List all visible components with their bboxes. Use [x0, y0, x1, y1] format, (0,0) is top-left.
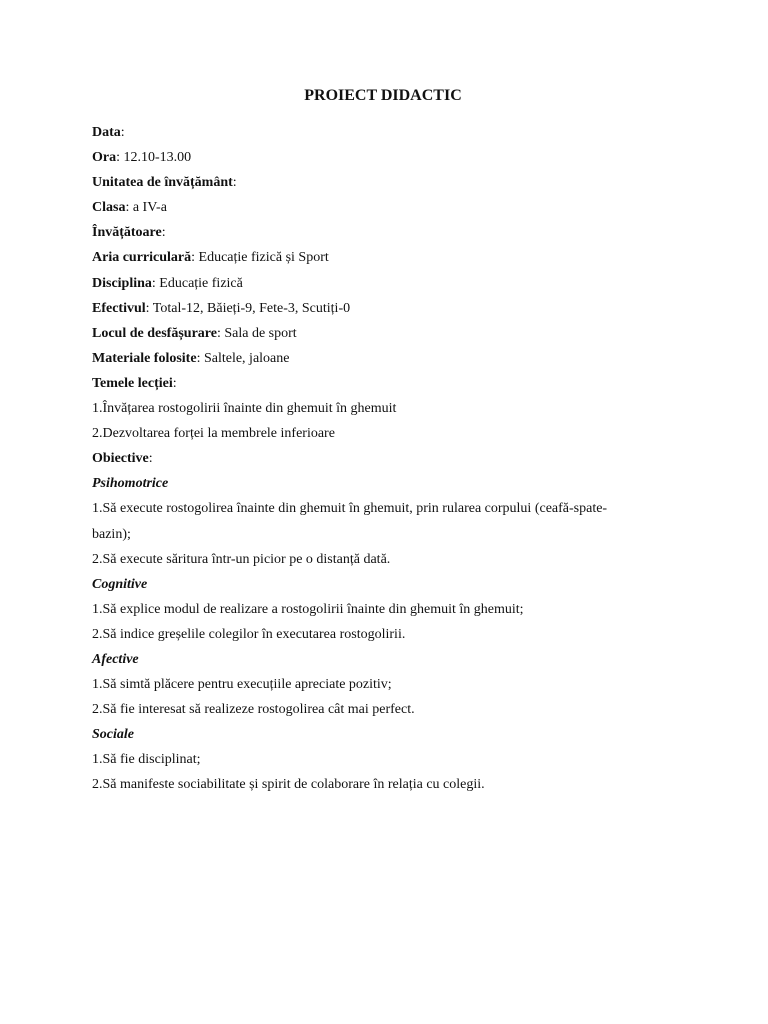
- field-label: Unitatea de învățământ: [92, 175, 233, 191]
- field-value: a IV-a: [129, 200, 167, 216]
- field-invatatoare: [92, 220, 682, 245]
- objective-item: 1.Să execute rostogolirea înainte din ghemuit în ghemuit, prin rularea corpului (ceafă-spate-: [92, 501, 608, 517]
- field-value: 12.10-13.00: [120, 150, 192, 166]
- field-clasa: [92, 195, 682, 220]
- field-value: Educație fizică: [155, 275, 243, 291]
- document-title: PROIECT DIDACTIC: [304, 87, 462, 104]
- objective-item: 2.Să manifeste sociabilitate și spirit de colaborare în relația cu colegii.: [92, 777, 485, 793]
- section-heading-sociale: Sociale: [92, 727, 134, 743]
- objective-item: 1.Să fie disciplinat;: [92, 752, 201, 768]
- field-label: Obiective: [92, 451, 149, 467]
- field-aria: [92, 245, 682, 270]
- field-label: Aria curriculară: [92, 250, 192, 266]
- field-colon: :: [191, 250, 196, 266]
- field-materiale: [92, 346, 682, 371]
- tema-item: 2.Dezvoltarea forței la membrele inferioare: [92, 426, 335, 442]
- field-efectivul: [92, 296, 682, 321]
- objective-item: 1.Să explice modul de realizare a rostogolirii înainte din ghemuit în ghemuit;: [92, 601, 524, 617]
- field-label: Învățătoare: [92, 225, 162, 241]
- section-heading-psihomotrice: Psihomotrice: [92, 476, 169, 492]
- objective-item: 1.Să simtă plăcere pentru execuțiile apreciate pozitiv;: [92, 677, 392, 693]
- field-label: Temele lecției: [92, 375, 173, 391]
- field-obiective: [92, 446, 682, 471]
- field-ora: [92, 145, 682, 170]
- tema-item: 1.Învățarea rostogolirii înainte din ghemuit în ghemuit: [92, 401, 397, 417]
- field-label: Data: [92, 125, 121, 140]
- field-colon: :: [125, 200, 130, 216]
- field-colon: :: [232, 175, 237, 191]
- field-value: Sala de sport: [220, 325, 297, 341]
- field-colon: :: [172, 375, 177, 391]
- section-heading-afective: Afective: [92, 651, 139, 667]
- field-label: Efectivul: [92, 300, 146, 316]
- section-heading-cognitive: Cognitive: [92, 576, 148, 592]
- field-label: Locul de desfășurare: [92, 325, 217, 341]
- field-data: [92, 120, 682, 145]
- field-temele: [92, 371, 682, 396]
- field-value: Total-12, Băieți-9, Fete-3, Scutiți-0: [149, 300, 351, 316]
- field-value: Saltele, jaloane: [200, 350, 290, 366]
- field-colon: :: [216, 325, 221, 341]
- field-label: Clasa: [92, 200, 126, 216]
- field-disciplina: [92, 271, 682, 296]
- field-label: Ora: [92, 150, 117, 166]
- field-colon: :: [151, 275, 156, 291]
- field-locul: [92, 321, 682, 346]
- objective-item: 2.Să fie interesat să realizeze rostogolirea cât mai perfect.: [92, 702, 415, 718]
- objective-item: 2.Să execute săritura într-un picior pe o distanță dată.: [92, 551, 391, 567]
- field-unitatea: [92, 170, 682, 195]
- field-colon: :: [116, 150, 120, 166]
- field-label: Materiale folosite: [92, 350, 197, 366]
- field-colon: :: [148, 451, 153, 467]
- objective-item: bazin);: [92, 526, 131, 542]
- field-colon: :: [145, 300, 150, 316]
- field-colon: :: [120, 125, 125, 140]
- document-body: [92, 120, 682, 798]
- objective-item: 2.Să indice greșelile colegilor în executarea rostogolirii.: [92, 626, 406, 642]
- field-label: Disciplina: [92, 275, 152, 291]
- field-value: Educație fizică și Sport: [195, 250, 329, 266]
- field-colon: :: [196, 350, 201, 366]
- field-colon: :: [161, 225, 166, 241]
